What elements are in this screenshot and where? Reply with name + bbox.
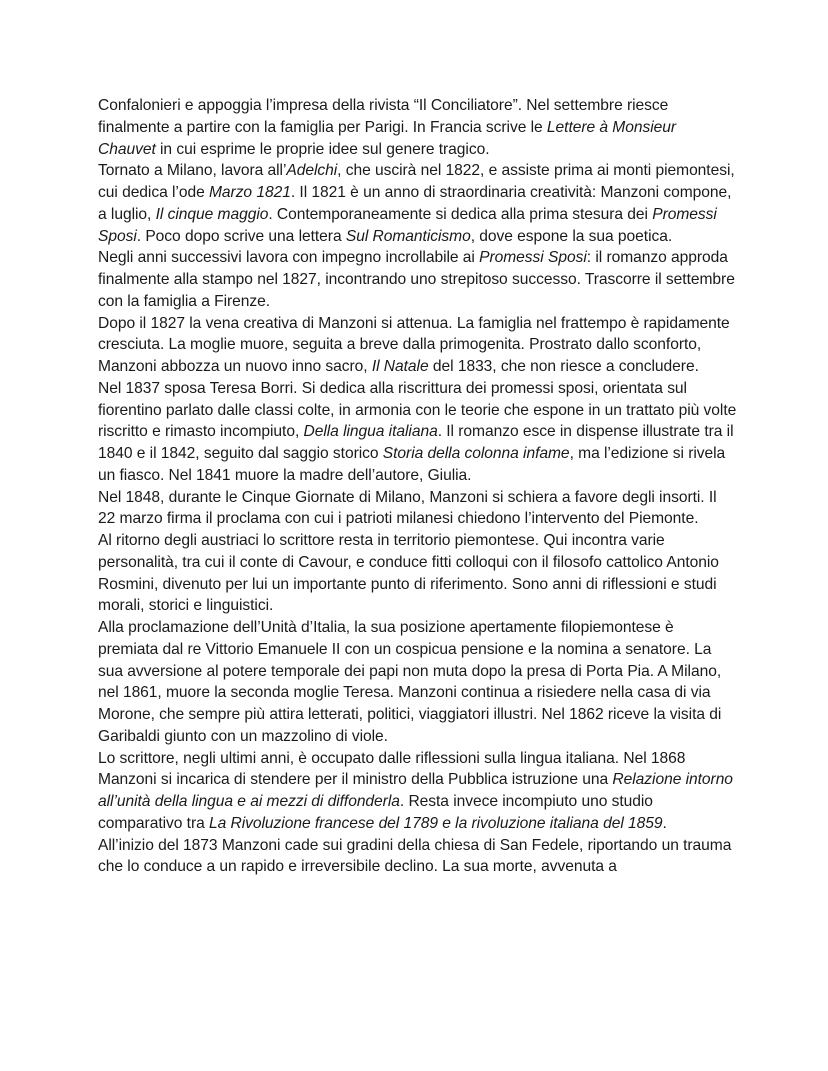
body-text: Nel 1837 sposa Teresa Borri. Si dedica alla riscrittura dei promessi sposi, orientata sul fiorentino parlato dalle classi colte, in armonia con le teorie che espone in un trattato più volte riscritto e rimasto incompiuto, [98,379,737,441]
paragraph [98,835,738,879]
paragraph [98,487,738,531]
body-text: : il romanzo approda finalmente alla stampo nel 1827, incontrando uno strepitoso successo. Trascorre il settembre con la famiglia a Firenze. [98,249,735,310]
body-text: Nel 1848, durante le Cinque Giornate di Milano, Manzoni si schiera a favore degli insorti. Il 22 marzo firma il proclama con cui i patrioti milanesi chiedono l’intervento del Piemonte. [98,488,717,528]
paragraph [98,313,738,378]
body-text: , che uscirà nel 1822, e assiste prima ai monti piemontesi, cui dedica l’ode [98,162,735,201]
body-text: . [662,814,667,832]
paragraph [98,247,738,312]
body-text: Confalonieri e appoggia l’impresa della rivista “Il Conciliatore”. Nel settembre riesce finalmente a partire con la famiglia per Parigi. In Francia scrive le [98,97,669,136]
body-text: . Resta invece incompiuto uno studio comparativo tra [98,793,653,832]
paragraph [98,530,738,617]
body-text: Negli anni successivi lavora con impegno incrollabile ai [98,249,480,267]
italic-title-text: Lettere à Monsieur Chauvet [98,118,677,158]
body-text: . Contemporaneamente si dedica alla prima stesura dei [268,205,653,223]
italic-title-text: Promessi Sposi [98,205,717,245]
document-page [98,95,738,878]
paragraph [98,160,738,247]
italic-title-text: Marzo 1821 [208,184,291,201]
body-text: , ma l’edizione si rivela un fiasco. Nel 1841 muore la madre dell’autore, Giulia. [98,445,726,484]
italic-title-text: Il cinque maggio [155,205,269,223]
italic-title-text: Storia della colonna infame [382,445,570,462]
italic-title-text: Relazione intorno all’unità della lingua e ai mezzi di diffonderla [98,771,733,810]
body-text: in cui esprime le proprie idee sul genere tragico. [155,140,490,158]
body-text: Al ritorno degli austriaci lo scrittore resta in territorio piemontese. Qui incontra varie personalità, tra cui il conte di Cavour, e conduce fitti colloqui con il filosofo cattolico Antonio Rosmini, divenuto per lui un importante punto di riferimento. Sono anni di riflessioni e studi morali, storici e linguistici. [98,532,719,615]
italic-title-text: Sul Romanticismo [345,227,471,245]
body-text: . Poco dopo scrive una lettera [136,227,346,245]
italic-title-text: Il Natale [371,358,429,375]
italic-title-text: Adelchi [286,162,338,180]
italic-title-text: La Rivoluzione francese del 1789 e la rivoluzione italiana del 1859 [209,814,663,832]
paragraph [98,378,738,487]
body-text: , dove espone la sua poetica. [470,227,673,245]
body-text: Alla proclamazione dell’Unità d’Italia, la sua posizione apertamente filopiemontese è premiata dal re Vittorio Emanuele II con un cospicua pensione e la nomina a senatore. La sua avversione al potere temporale dei papi non muta dopo la presa di Porta Pia. A Milano, nel 1861, muore la seconda moglie Teresa. Manzoni continua a risiedere nella casa di via Morone, che sempre più attira letterati, politici, viaggiatori illustri. Nel 1862 riceve la visita di Garibaldi giunto con un mazzolino di viole. [98,619,722,745]
paragraph [98,748,738,835]
body-text: Tornato a Milano, lavora all’ [98,162,287,180]
body-text: Dopo il 1827 la vena creativa di Manzoni si attenua. La famiglia nel frattempo è rapidamente cresciuta. La moglie muore, seguita a breve dalla primogenita. Prostrato dallo sconforto, Manzoni abbozza un nuovo inno sacro, [98,314,730,375]
body-text: Lo scrittore, negli ultimi anni, è occupato dalle riflessioni sulla lingua italiana. Nel 1868 Manzoni si incarica di stendere per il ministro della Pubblica istruzione una [98,749,686,789]
body-text: All’inizio del 1873 Manzoni cade sui gradini della chiesa di San Fedele, riportando un trauma che lo conduce a un rapido e irreversibile declino. La sua morte, avvenuta a [98,836,732,876]
italic-title-text: Della lingua italiana [303,423,438,441]
body-text: . Il 1821 è un anno di straordinaria creatività: Manzoni compone, a luglio, [98,184,732,223]
body-text: del 1833, che non riesce a concludere. [428,358,699,375]
paragraph [98,95,738,160]
paragraph [98,617,738,748]
body-text: . Il romanzo esce in dispense illustrate tra il 1840 e il 1842, seguito dal saggio storico [98,423,734,462]
italic-title-text: Promessi Sposi [479,249,587,267]
